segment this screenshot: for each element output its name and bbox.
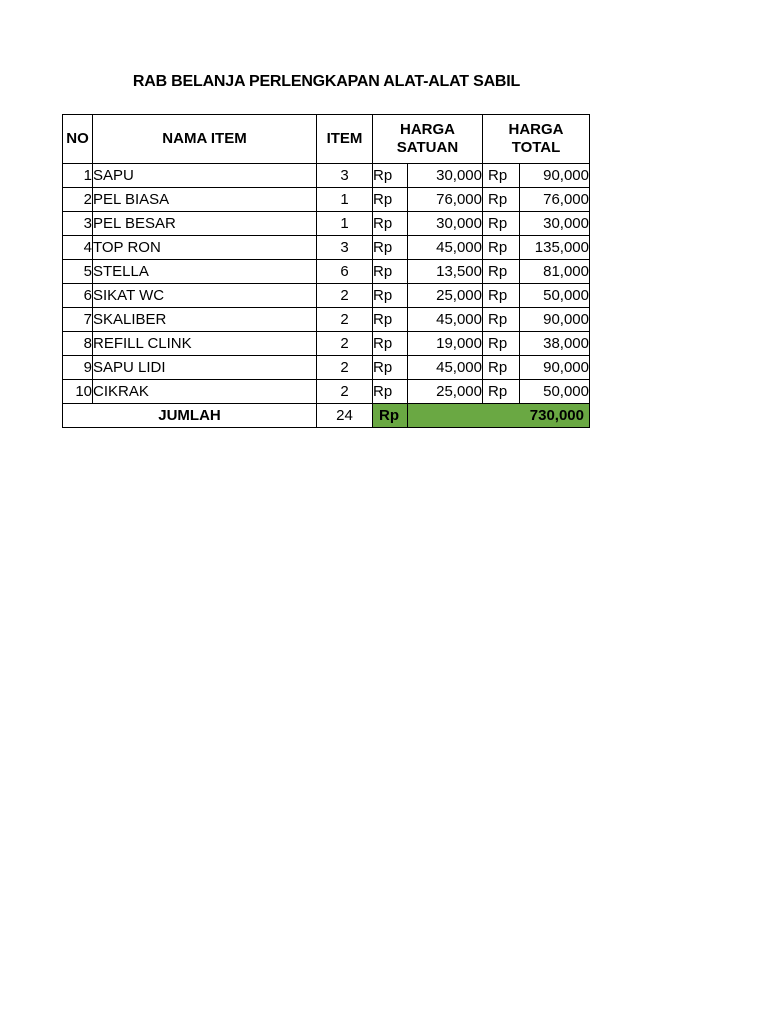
row-item-count: 6 xyxy=(317,260,373,284)
document-title: RAB BELANJA PERLENGKAPAN ALAT-ALAT SABIL xyxy=(132,73,521,90)
row-nama-item: PEL BIASA xyxy=(93,188,317,212)
row-currency-satuan: Rp xyxy=(373,164,408,188)
table-row xyxy=(63,356,590,380)
row-nama-item: SAPU LIDI xyxy=(93,356,317,380)
row-currency-satuan: Rp xyxy=(373,332,408,356)
row-currency-total: Rp xyxy=(483,308,520,332)
row-no: 3 xyxy=(63,212,93,236)
row-harga-satuan: 19,000 xyxy=(408,332,483,356)
row-currency-total: Rp xyxy=(483,164,520,188)
row-no: 8 xyxy=(63,332,93,356)
row-currency-total: Rp xyxy=(483,236,520,260)
row-harga-total: 50,000 xyxy=(520,380,590,404)
row-harga-satuan: 76,000 xyxy=(408,188,483,212)
row-no: 4 xyxy=(63,236,93,260)
row-harga-satuan: 30,000 xyxy=(408,212,483,236)
header-no: NO xyxy=(63,115,93,164)
row-harga-total: 76,000 xyxy=(520,188,590,212)
row-harga-satuan: 25,000 xyxy=(408,284,483,308)
row-item-count: 2 xyxy=(317,380,373,404)
row-item-count: 3 xyxy=(317,164,373,188)
row-no: 9 xyxy=(63,356,93,380)
row-nama-item: SAPU xyxy=(93,164,317,188)
header-nama-item: NAMA ITEM xyxy=(93,115,317,164)
total-row xyxy=(63,404,590,428)
total-label: JUMLAH xyxy=(63,404,317,428)
row-item-count: 2 xyxy=(317,356,373,380)
row-currency-satuan: Rp xyxy=(373,260,408,284)
table-row xyxy=(63,164,590,188)
row-harga-total: 30,000 xyxy=(520,212,590,236)
row-currency-total: Rp xyxy=(483,284,520,308)
row-currency-satuan: Rp xyxy=(373,236,408,260)
total-spacer xyxy=(408,404,483,428)
row-currency-total: Rp xyxy=(483,380,520,404)
row-nama-item: PEL BESAR xyxy=(93,212,317,236)
table-row xyxy=(63,284,590,308)
row-currency-satuan: Rp xyxy=(373,308,408,332)
row-harga-satuan: 30,000 xyxy=(408,164,483,188)
row-nama-item: SKALIBER xyxy=(93,308,317,332)
row-currency-satuan: Rp xyxy=(373,284,408,308)
table-row xyxy=(63,260,590,284)
row-currency-total: Rp xyxy=(483,188,520,212)
header-harga-satuan: HARGA SATUAN xyxy=(373,115,483,164)
row-no: 1 xyxy=(63,164,93,188)
table-row xyxy=(63,308,590,332)
header-row xyxy=(63,115,590,164)
row-item-count: 1 xyxy=(317,212,373,236)
row-harga-total: 135,000 xyxy=(520,236,590,260)
row-harga-satuan: 25,000 xyxy=(408,380,483,404)
row-item-count: 2 xyxy=(317,308,373,332)
row-item-count: 3 xyxy=(317,236,373,260)
row-currency-satuan: Rp xyxy=(373,380,408,404)
row-currency-satuan: Rp xyxy=(373,188,408,212)
row-no: 5 xyxy=(63,260,93,284)
row-currency-total: Rp xyxy=(483,260,520,284)
row-nama-item: STELLA xyxy=(93,260,317,284)
row-nama-item: REFILL CLINK xyxy=(93,332,317,356)
row-harga-total: 90,000 xyxy=(520,164,590,188)
total-currency: Rp xyxy=(373,404,408,428)
row-no: 7 xyxy=(63,308,93,332)
table-row xyxy=(63,332,590,356)
row-no: 6 xyxy=(63,284,93,308)
row-no: 10 xyxy=(63,380,93,404)
rab-table xyxy=(62,114,590,428)
table-row xyxy=(63,212,590,236)
row-item-count: 2 xyxy=(317,284,373,308)
row-item-count: 1 xyxy=(317,188,373,212)
row-harga-total: 50,000 xyxy=(520,284,590,308)
row-harga-satuan: 45,000 xyxy=(408,356,483,380)
row-currency-total: Rp xyxy=(483,212,520,236)
row-harga-satuan: 13,500 xyxy=(408,260,483,284)
row-harga-total: 90,000 xyxy=(520,308,590,332)
row-currency-total: Rp xyxy=(483,356,520,380)
header-harga-total: HARGA TOTAL xyxy=(483,115,590,164)
header-item: ITEM xyxy=(317,115,373,164)
row-item-count: 2 xyxy=(317,332,373,356)
table-row xyxy=(63,380,590,404)
row-nama-item: TOP RON xyxy=(93,236,317,260)
row-harga-satuan: 45,000 xyxy=(408,308,483,332)
row-harga-total: 81,000 xyxy=(520,260,590,284)
row-currency-satuan: Rp xyxy=(373,356,408,380)
table-row xyxy=(63,236,590,260)
row-currency-satuan: Rp xyxy=(373,212,408,236)
row-currency-total: Rp xyxy=(483,332,520,356)
row-harga-satuan: 45,000 xyxy=(408,236,483,260)
row-harga-total: 38,000 xyxy=(520,332,590,356)
row-nama-item: CIKRAK xyxy=(93,380,317,404)
total-item-count: 24 xyxy=(317,404,373,428)
table-row xyxy=(63,188,590,212)
row-nama-item: SIKAT WC xyxy=(93,284,317,308)
total-amount: 730,000 xyxy=(483,404,590,428)
row-harga-total: 90,000 xyxy=(520,356,590,380)
row-no: 2 xyxy=(63,188,93,212)
